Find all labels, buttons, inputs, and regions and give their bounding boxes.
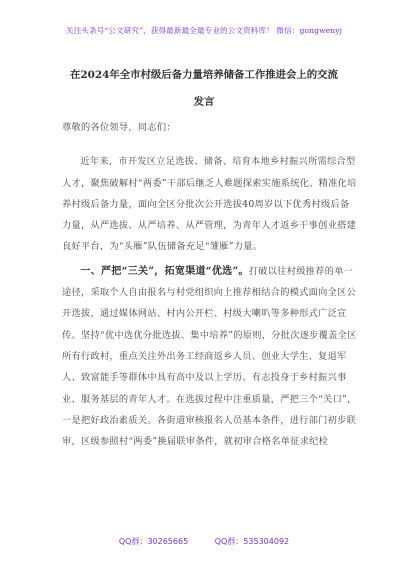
document-title [60, 62, 348, 116]
footer-qq-groups [0, 536, 408, 547]
document-body [62, 117, 358, 452]
salutation: 尊敬的各位领导，同志们： [62, 122, 176, 133]
footer-qq-group-2: QQ群：535304092 [214, 537, 290, 546]
footer-qq-group-1: QQ群：30265665 [118, 537, 189, 546]
section-one-heading: 一、严把“三关”，拓宽渠道“优选”。 [80, 265, 249, 277]
paragraph-intro: 近年来，市开发区立足选拔、储备、培育本地乡村振兴所需综合型人才，聚焦破解村“两委”干部后继乏人难题探索实施系统化、精准化培养村级后备力量，面向全区分批次公开选拔40周岁以下优秀村级后备力量，从严选拔、从严培养、从严管理，为青年人才返乡干事创业搭建良好平台，为“头雁”队伍储备充足“雏雁”力量。 [62, 156, 357, 253]
header-promo-note: 关注头条号“公文研究”，获得最新最全最专业的公文资料库！ 微信：gongwenyj [65, 26, 343, 35]
title-line-1: 在2024年全市村级后备力量培养储备工作推进会上的交流 [70, 69, 338, 81]
section-one-body: 打破以往村级推荐的单一途径，采取个人自由报名与村党组织向上推荐相结合的模式面向全区公开选拔，通过媒体网站、村内公开栏、村级大喇叭等多种形式广泛宣传。坚持“优中选优分批选拔、集中培养”的原则，分批次逐步覆盖全区所有行政村，重点关注外出务工经商返乡人员、创业大学生、复退军人、致富能手等群体中具有高中及以上学历、有志投身于乡村振兴事业、服务基层的青年人才。在选拔过程中注重质量，严把三个“关口”，一是把好政治素质关。各街道审核报名人员基本条件，进行部门初步联审，区级参照村“两委”换届联审条件，就初审合格名单征求纪检 [62, 265, 357, 448]
title-line-2: 发言 [193, 96, 215, 108]
paragraph-section-one [62, 261, 358, 453]
